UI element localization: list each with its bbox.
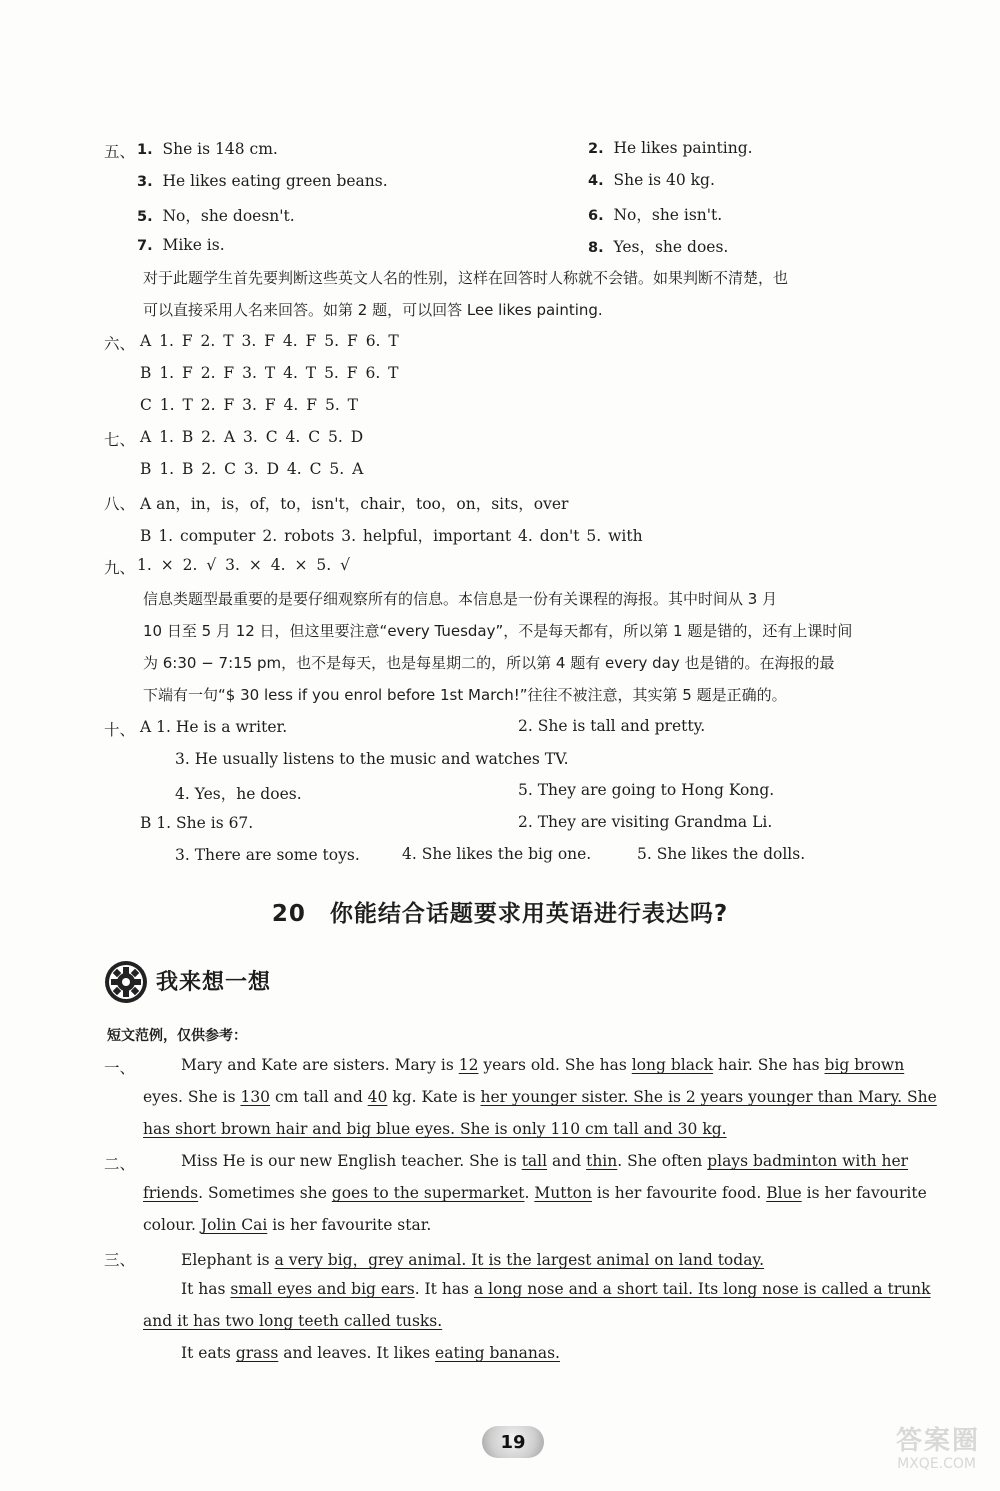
essay-3-line-3: and it has two long teeth called tusks. <box>143 1312 443 1330</box>
essay-2-label: 二、 <box>104 1155 136 1173</box>
section-9-para-line-3: 为 6:30 − 7:15 pm，也不是每天，也是每星期二的，所以第 4 题有 every day 也是错的。在海报的最 <box>143 654 835 672</box>
unit-number: 20 <box>271 901 306 927</box>
answer-5-3 <box>137 172 388 190</box>
section-9-answers: 1. × 2. √ 3. × 4. × 5. √ <box>137 556 351 574</box>
section-10-b3: 3. There are some toys. <box>175 846 360 864</box>
essay-1-label: 一、 <box>104 1059 136 1077</box>
essay-2-line-2: friends. Sometimes she goes to the supermarket. Mutton is her favourite food. Blue is her favourite <box>143 1184 927 1202</box>
unit-title-text: 你能结合话题要求用英语进行表达吗? <box>329 901 729 927</box>
section-9-para-line-1: 信息类题型最重要的是要仔细观察所有的信息。本信息是一份有关课程的海报。其中时间从 3 月 <box>143 590 778 608</box>
essay-3-line-4: It eats grass and leaves. It likes eating bananas. <box>181 1344 560 1362</box>
section-9-para-line-2: 10 日至 5 月 12 日，但这里要注意“every Tuesday”，不是每天都有，所以第 1 题是错的，还有上课时间 <box>143 622 853 640</box>
item-number: 7. <box>137 238 153 254</box>
essay-1-line-2: eyes. She is 130 cm tall and 40 kg. Kate is her younger sister. She is 2 years younger than Mary. She <box>143 1088 937 1106</box>
answer-text: No，she isn't. <box>613 206 723 224</box>
badge-heading: 我来想一想 <box>156 970 272 995</box>
section-10-b4: 4. She likes the big one. <box>402 845 592 863</box>
section-6-row-b: B 1. F 2. F 3. T 4. T 5. F 6. T <box>140 364 399 382</box>
answer-text: Mike is. <box>162 236 225 254</box>
section-7-row-a: A 1. B 2. A 3. C 4. C 5. D <box>140 428 364 446</box>
answer-5-8 <box>588 235 728 257</box>
section-10-a4: 4. Yes，he does. <box>175 785 302 803</box>
section-8-row-a: A an，in，is，of，to，isn't，chair，too，on，sits，over <box>140 495 569 513</box>
answer-text: She is 148 cm. <box>162 140 278 158</box>
answer-5-6 <box>588 203 722 225</box>
answer-5-5 <box>137 204 295 226</box>
item-number: 2. <box>588 141 604 157</box>
gear-icon <box>104 960 148 1004</box>
essay-3-line-2: It has small eyes and big ears. It has a long nose and a short tail. Its long nose is called a trunk <box>181 1280 931 1298</box>
section-9-para-line-4: 下端有一句“$ 30 less if you enrol before 1st March!”往往不被注意，其实第 5 题是正确的。 <box>143 686 787 704</box>
page-number: 19 <box>482 1426 544 1458</box>
sample-note: 短文范例，仅供参考： <box>107 1028 247 1044</box>
section-6-row-a: A 1. F 2. T 3. F 4. F 5. F 6. T <box>140 332 399 350</box>
section-10-label: 十、 <box>104 721 136 739</box>
answer-text: He likes painting. <box>613 139 753 157</box>
section-5-note-line-1: 对于此题学生首先要判断这些英文人名的性别，这样在回答时人称就不会错。如果判断不清楚，也 <box>143 269 789 287</box>
item-number: 1. <box>137 142 153 158</box>
answer-5-2 <box>588 139 753 157</box>
item-number: 5. <box>137 209 153 225</box>
section-10-a3: 3. He usually listens to the music and watches TV. <box>175 750 569 768</box>
essay-1-line-3: has short brown hair and big blue eyes. She is only 110 cm tall and 30 kg. <box>143 1120 727 1138</box>
essay-3-line-1: Elephant is a very big，grey animal. It is the largest animal on land today. <box>181 1251 765 1269</box>
section-10-b1: B 1. She is 67. <box>140 814 254 832</box>
unit-title <box>0 895 1000 928</box>
watermark-logo: 答案圈 <box>895 1426 980 1456</box>
section-7-row-b: B 1. B 2. C 3. D 4. C 5. A <box>140 460 364 478</box>
section-9-label: 九、 <box>104 559 136 577</box>
answer-5-4 <box>588 171 715 189</box>
answer-text: He likes eating green beans. <box>162 172 388 190</box>
section-7-label: 七、 <box>104 431 136 449</box>
essay-1-line-1: Mary and Kate are sisters. Mary is 12 years old. She has long black hair. She has big brown <box>181 1056 905 1074</box>
section-8-label: 八、 <box>104 495 136 513</box>
section-8-row-b: B 1. computer 2. robots 3. helpful，important 4. don't 5. with <box>140 527 643 545</box>
section-5-note-line-2: 可以直接采用人名来回答。如第 2 题，可以回答 Lee likes painting. <box>143 301 603 319</box>
section-6-row-c: C 1. T 2. F 3. F 4. F 5. T <box>140 396 359 414</box>
essay-2-line-3: colour. Jolin Cai is her favourite star. <box>143 1216 432 1234</box>
section-10-a5: 5. They are going to Hong Kong. <box>518 781 775 799</box>
section-10-b2: 2. They are visiting Grandma Li. <box>518 813 773 831</box>
item-number: 3. <box>137 174 153 190</box>
item-number: 6. <box>588 208 604 224</box>
item-number: 8. <box>588 240 604 256</box>
essay-3-label: 三、 <box>104 1251 136 1269</box>
watermark-url: MXQE.COM <box>897 1456 976 1472</box>
essay-2-line-1: Miss He is our new English teacher. She is tall and thin. She often plays badminton with her <box>181 1152 909 1170</box>
section-10-b5: 5. She likes the dolls. <box>637 845 806 863</box>
answer-5-7 <box>137 236 225 254</box>
answer-5-1 <box>137 140 278 158</box>
section-10-a2: 2. She is tall and pretty. <box>518 717 706 735</box>
answer-text: She is 40 kg. <box>613 171 715 189</box>
item-number: 4. <box>588 173 604 189</box>
answer-text: Yes，she does. <box>613 238 729 256</box>
section-5-label: 五、 <box>104 143 136 161</box>
answer-text: No，she doesn't. <box>162 207 295 225</box>
section-6-label: 六、 <box>104 335 136 353</box>
section-10-a1: A 1. He is a writer. <box>140 718 288 736</box>
